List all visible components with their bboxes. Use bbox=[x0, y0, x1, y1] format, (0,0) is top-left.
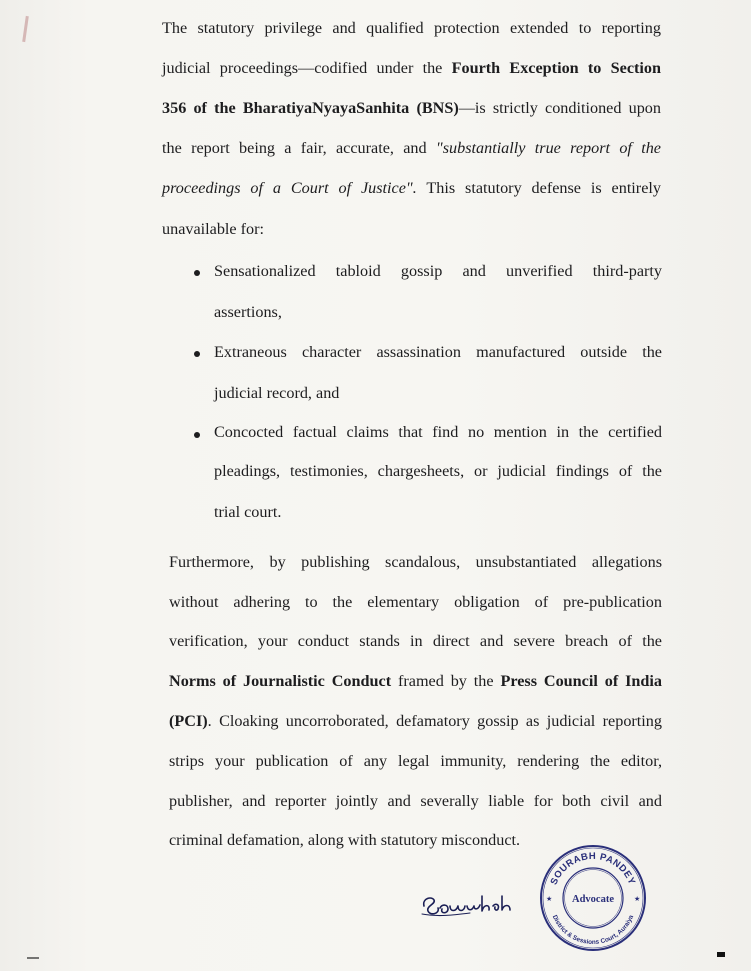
bullet-3-line-3: trial court. bbox=[214, 503, 282, 521]
bold-reference-norms: Norms of Journalistic Conduct bbox=[169, 672, 392, 690]
paragraph-2-line-2: without adhering to the elementary obligation of pre-publication bbox=[169, 593, 662, 611]
stamp-center-text: Advocate bbox=[572, 894, 614, 905]
edge-mark-right bbox=[717, 952, 725, 957]
bold-reference-pci-abbr: (PCI) bbox=[169, 712, 208, 730]
paragraph-2-line-8: criminal defamation, along with statutory misconduct. bbox=[169, 831, 521, 849]
paragraph-1-line-6: unavailable for: bbox=[162, 220, 265, 238]
paragraph-2-line-7: publisher, and reporter jointly and severally liable for both civil and bbox=[169, 792, 662, 810]
edge-mark-left bbox=[27, 957, 39, 959]
stamp-court-text: District & Sessions Court, Auraiya bbox=[550, 914, 636, 947]
paragraph-1-line-4: the report being a fair, accurate, and "substantially true report of the bbox=[162, 139, 661, 157]
paragraph-2-line-4: Norms of Journalistic Conduct framed by the Press Council of India bbox=[169, 672, 662, 690]
paragraph-2-line-6: strips your publication of any legal immunity, rendering the editor, bbox=[169, 752, 662, 770]
bold-reference-bns: 356 of the BharatiyaNyayaSanhita (BNS) bbox=[162, 99, 459, 117]
bullet-3-line-2: pleadings, testimonies, chargesheets, or judicial findings of the bbox=[214, 462, 662, 480]
advocate-stamp bbox=[538, 843, 648, 953]
bullet-dot-2 bbox=[194, 351, 200, 357]
paragraph-2-line-3: verification, your conduct stands in direct and severe breach of the bbox=[169, 632, 662, 650]
bullet-2-line-2: judicial record, and bbox=[214, 384, 340, 402]
paragraph-1-line-3: 356 of the BharatiyaNyayaSanhita (BNS)—is strictly conditioned upon bbox=[162, 99, 661, 117]
bold-reference-pci: Press Council of India bbox=[500, 672, 662, 690]
bullet-3-line-1: Concocted factual claims that find no mention in the certified bbox=[214, 423, 662, 441]
bullet-1-line-1: Sensationalized tabloid gossip and unverified third-party bbox=[214, 262, 662, 280]
stamp-star-right-icon: ★ bbox=[634, 895, 641, 903]
stamp-name-text: SOURABH PANDEY bbox=[548, 850, 638, 887]
bullet-1-line-2: assertions, bbox=[214, 303, 282, 321]
handwritten-signature bbox=[418, 884, 518, 924]
paragraph-1-line-2: judicial proceedings—codified under the Fourth Exception to Section bbox=[162, 59, 661, 77]
bold-reference-exception: Fourth Exception to Section bbox=[451, 59, 661, 77]
bullet-2-line-1: Extraneous character assassination manufactured outside the bbox=[214, 343, 662, 361]
bullet-dot-3 bbox=[194, 432, 200, 438]
italic-quote-cont: proceedings of a Court of Justice". bbox=[162, 179, 417, 197]
paragraph-2-line-5: (PCI). Cloaking uncorroborated, defamatory gossip as judicial reporting bbox=[169, 712, 662, 730]
italic-quote: "substantially true report of the bbox=[435, 139, 661, 157]
stamp-star-left-icon: ★ bbox=[546, 895, 553, 903]
paragraph-1-line-5: proceedings of a Court of Justice". This statutory defense is entirely bbox=[162, 179, 661, 197]
margin-mark bbox=[22, 16, 29, 42]
bullet-dot-1 bbox=[194, 270, 200, 276]
paragraph-1-line-1: The statutory privilege and qualified protection extended to reporting bbox=[162, 19, 661, 37]
paragraph-2-line-1: Furthermore, by publishing scandalous, unsubstantiated allegations bbox=[169, 553, 662, 571]
